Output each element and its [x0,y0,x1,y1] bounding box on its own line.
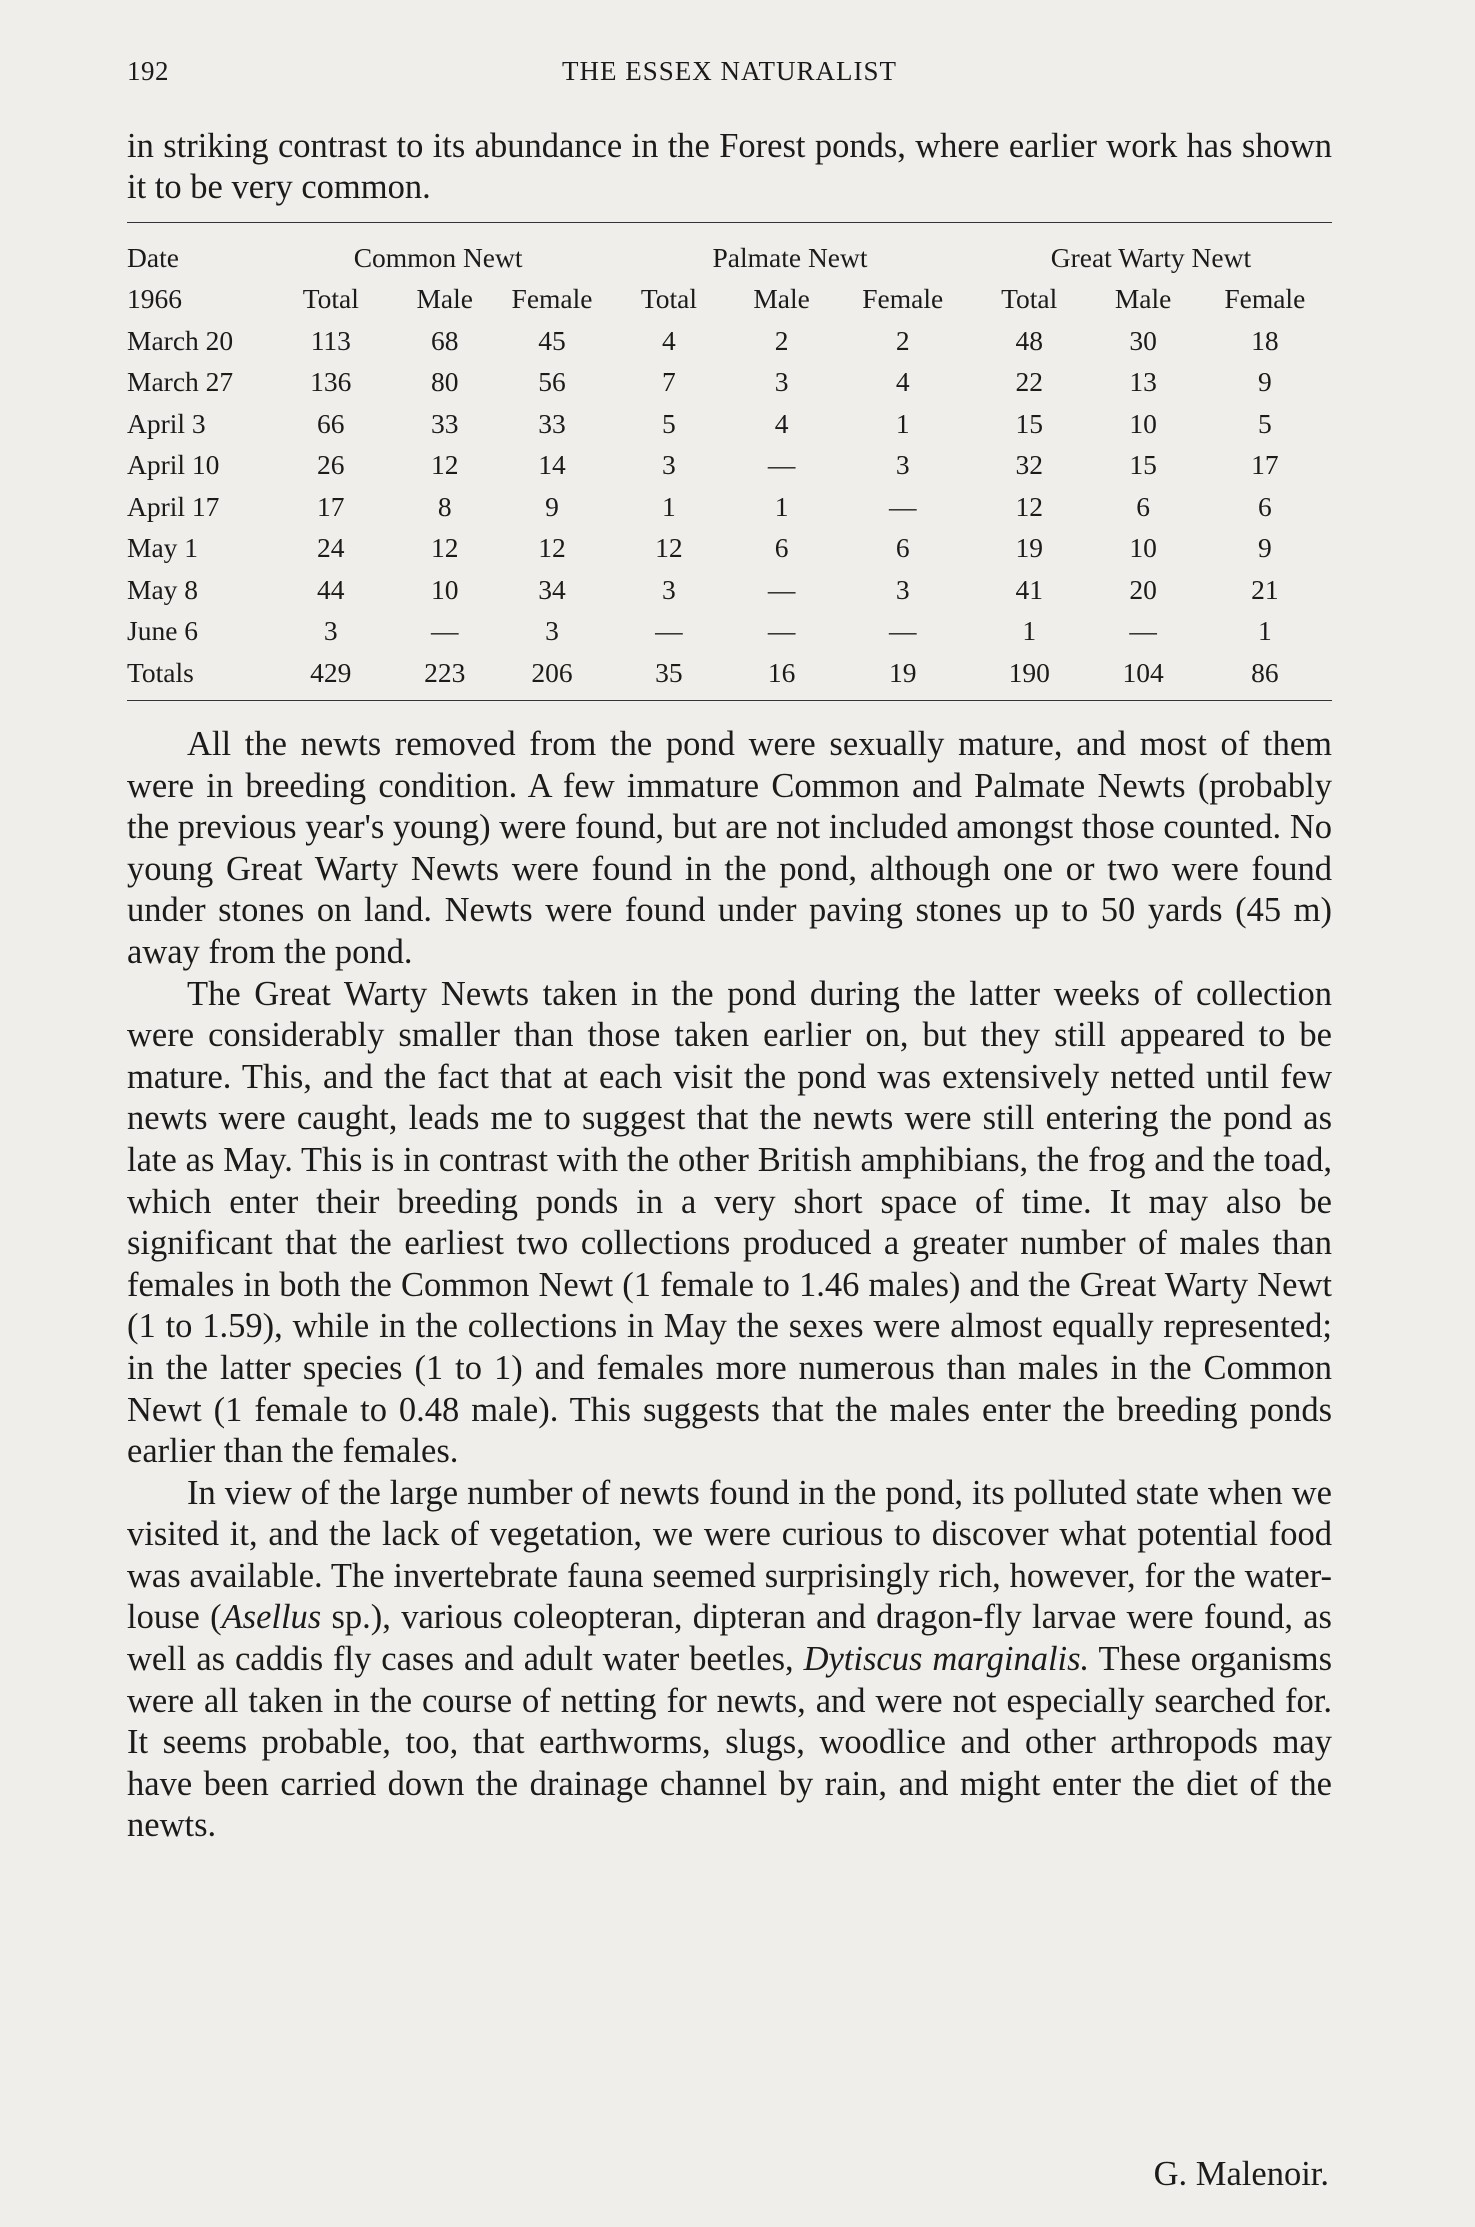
table-cell: 33 [538,407,566,439]
table-cell: 41 [1015,573,1043,605]
subheader: Total [1001,283,1058,315]
table-cell: 21 [1251,573,1279,605]
table-row [127,486,1332,528]
species-name-asellus: Asellus [221,1598,322,1637]
table-cell: 66 [317,407,345,439]
table-cell: 45 [538,324,566,356]
table-cell: 68 [430,324,459,356]
table-cell: 80 [430,366,459,398]
table-cell: 1 [1257,615,1272,647]
table-cell: 24 [317,532,345,564]
table-cell: 32 [1015,449,1043,481]
table-row [127,611,1332,653]
table-cell: 12 [538,532,566,564]
row-date: April 10 [127,449,220,481]
table-cell: 2 [774,324,789,356]
year-header: 1966 [127,283,182,315]
paragraph-text: In view of the large number of newts found in the pond, its polluted state when we visited it, and the lack of vegetation, we were curious to discover what potential food was available. The invertebrate fauna seemed surprisingly rich, however, for the water-louse ( [127,1473,1332,1637]
table-cell: — [888,490,917,522]
table-row [127,445,1332,487]
table-cell: 30 [1129,324,1157,356]
lead-paragraph [127,126,1332,208]
table-cell: 10 [1129,532,1157,564]
paragraph-text: These organisms were all taken in the course of netting for newts, and were not especially searched for. It seems probable, too, that earthworms, slugs, woodlice and other arthropods may have been carried down the drainage channel by rain, and might enter the diet of the newts. [127,1640,1332,1845]
row-date: May 8 [127,573,199,605]
table-cell: 6 [1136,490,1150,522]
table-cell: 113 [310,324,351,356]
table-cell: 18 [1251,324,1279,356]
table-subheader-row [127,279,1332,321]
table-cell: 16 [767,656,796,688]
table-cell: — [655,615,683,647]
table-cell: 3 [662,449,676,481]
group-header-palmate-newt: Palmate Newt [712,241,868,273]
table-cell: 4 [662,324,676,356]
table-cell: 1 [1022,615,1037,647]
paragraph-great-warty [127,974,1332,1473]
row-date: April 3 [127,407,206,439]
paragraph-text: sp.), various coleopteran, dipteran and dragon-fly larvae were found, as well as caddis fly cases and adult water beetles, [127,1598,1332,1679]
table-cell: 7 [662,366,676,398]
row-date: March 20 [127,324,234,356]
table-cell: 3 [323,615,338,647]
newt-count-table [127,237,1332,694]
table-cell: 26 [317,449,345,481]
subheader: Female [862,283,944,315]
date-column-header: Date [127,241,179,273]
row-date: June 6 [127,615,199,647]
page-number: 192 [127,56,169,86]
table-cell: 13 [1129,366,1157,398]
table-cell: 2 [895,324,910,356]
table-cell: 6 [1257,490,1272,522]
table-cell: 6 [774,532,789,564]
paragraph-food [127,1473,1332,1847]
table-row [127,528,1332,570]
row-date: May 1 [127,532,199,564]
table-cell: 20 [1129,573,1157,605]
article-body [127,724,1332,1847]
table-cell: 223 [424,656,466,688]
species-name-dytiscus: Dytiscus marginalis. [803,1640,1090,1679]
table-cell: 429 [310,656,352,688]
table-cell: 9 [1257,532,1272,564]
table-row [127,569,1332,611]
table-cell: 17 [317,490,345,522]
table-cell: 14 [538,449,566,481]
row-date: April 17 [127,490,220,522]
row-date: March 27 [127,366,234,398]
table-cell: 136 [310,366,352,398]
table-cell: — [1129,615,1157,647]
row-date: Totals [127,656,194,688]
paragraph-maturity [127,724,1332,974]
table-cell: 86 [1251,656,1279,688]
subheader: Female [1224,283,1306,315]
table-cell: 3 [545,615,559,647]
table-group-header-row [127,237,1332,279]
subheader: Total [640,283,697,315]
table-cell: 8 [437,490,452,522]
table-cell: 9 [545,490,559,522]
table-cell: 104 [1122,656,1164,688]
table-cell: 1 [895,407,910,439]
table-cell: 3 [895,449,910,481]
paragraph-text: All the newts removed from the pond were sexually mature, and most of them were in breeding condition. A few immature Common and Palmate Newts (probably the previous year's young) were found, but are not included amongst those counted. No young Great Warty Newts were found in the pond, although one or two were found under stones on land. Newts were found under paving stones up to 50 yards (45 m) away from the pond. [127,725,1332,971]
table-cell: 12 [430,449,459,481]
table-row [127,403,1332,445]
table-cell: 15 [1129,449,1157,481]
table-cell: 22 [1015,366,1043,398]
table-body [127,320,1332,694]
table-cell: 44 [317,573,345,605]
running-header [127,56,1332,92]
table-cell: 3 [895,573,910,605]
subheader: Male [753,283,810,315]
table-cell: 206 [531,656,573,688]
table-cell: 3 [662,573,676,605]
table-row [127,652,1332,694]
table-cell: 1 [774,490,789,522]
table-cell: 190 [1008,656,1050,688]
table-cell: 12 [430,532,459,564]
table-top-rule [127,222,1332,223]
table-cell: 5 [662,407,676,439]
paragraph-text: The Great Warty Newts taken in the pond during the latter weeks of collection were considerably smaller than those taken earlier on, but they still appeared to be mature. This, and the fact that at each visit the pond was extensively netted until few newts were caught, leads me to suggest that the newts were still entering the pond as late as May. This is in contrast with the other British amphibians, the frog and the toad, which enter their breeding ponds in a very short space of time. It may also be significant that the earliest two collections produced a greater number of males than females in both the Common Newt (1 female to 1.46 males) and the Great Warty Newt (1 to 1.59), while in the collections in May the sexes were almost equally represented; in the latter species (1 to 1) and females more numerous than males in the Common Newt (1 female to 0.48 male). This suggests that the males enter the breeding ponds earlier than the females. [127,974,1332,1471]
table-row [127,320,1332,362]
lead-text: in striking contrast to its abundance in the Forest ponds, where earlier work has shown it to be very common. [127,127,1332,206]
group-header-common-newt: Common Newt [353,241,523,273]
table-row [127,362,1332,404]
table-cell: 10 [1129,407,1157,439]
table-cell: 3 [774,366,789,398]
table-cell: 56 [538,366,566,398]
table-cell: 19 [1015,532,1043,564]
table-cell: 15 [1015,407,1043,439]
table-cell: 4 [774,407,789,439]
table-cell: 48 [1015,324,1043,356]
table-cell: 34 [538,573,566,605]
table-cell: — [888,615,917,647]
table-cell: 35 [655,656,683,688]
table-cell: 4 [895,366,910,398]
subheader: Total [302,283,359,315]
table-cell: 10 [430,573,459,605]
subheader: Male [1114,283,1172,315]
table-cell: 19 [888,656,917,688]
group-header-great-warty-newt: Great Warty Newt [1050,241,1252,273]
table-cell: 33 [430,407,459,439]
table-cell: — [767,615,796,647]
author-signature: G. Malenoir. [1153,2155,1329,2193]
running-title: THE ESSEX NATURALIST [562,56,897,86]
table-cell: — [430,615,459,647]
subheader: Female [511,283,593,315]
table-cell: 1 [662,490,676,522]
table-cell: 12 [1015,490,1043,522]
table-bottom-rule [127,700,1332,701]
table-cell: 6 [895,532,910,564]
table-cell: — [767,449,796,481]
table-cell: 5 [1257,407,1272,439]
table-cell: — [767,573,796,605]
table-cell: 12 [655,532,683,564]
subheader: Male [416,283,473,315]
table-cell: 17 [1251,449,1279,481]
table-cell: 9 [1257,366,1272,398]
